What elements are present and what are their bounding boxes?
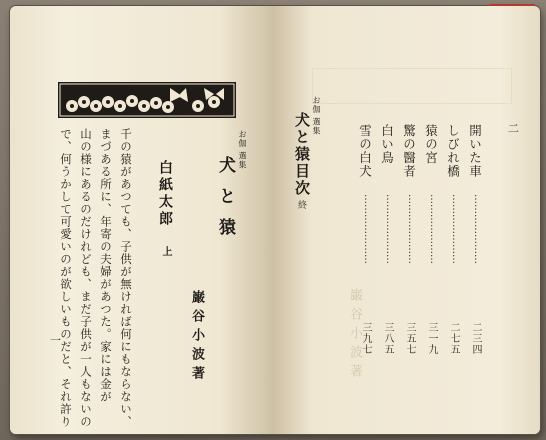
toc-item-title: 開いた車	[467, 124, 483, 178]
toc-page: 二三四	[470, 322, 481, 355]
series-label: お伽 選集	[312, 96, 321, 136]
butterfly-ornament	[58, 82, 236, 118]
author-name: 巌谷小波著	[189, 290, 204, 385]
toc-page: 三一九	[426, 322, 437, 355]
series-label: お伽 選集	[238, 130, 247, 170]
toc-item-title: 驚の醫者	[401, 124, 417, 178]
toc-leader: …………………	[450, 194, 461, 264]
open-book	[10, 6, 540, 434]
chapter-title: 白紙太郎	[157, 160, 173, 228]
toc-page: 三五七	[404, 322, 415, 355]
toc-leader: …………………	[384, 194, 395, 264]
body-line: 山の様にあるのだけれども、まだ子供が一人もないの	[78, 128, 93, 428]
toc-page: 三九七	[360, 322, 371, 355]
toc-leader: …………………	[362, 194, 373, 264]
story-title: 犬と猿	[215, 156, 235, 249]
toc-page: 三八五	[382, 322, 393, 355]
page-number: 二	[508, 122, 519, 135]
toc-item-title: 白い鳥	[379, 124, 395, 165]
toc-item-title: 猿の宮	[423, 124, 439, 165]
toc-leader: …………………	[428, 194, 439, 264]
page-number: 一	[50, 334, 61, 347]
chapter-part: 上	[160, 246, 171, 257]
toc-item-title: 雪の白犬	[357, 124, 373, 178]
toc-leader: …………………	[472, 194, 483, 264]
body-line: まづある所に、年寄の夫婦があつた。家には金が	[98, 128, 113, 403]
body-line: 千の猿があつても、子供が無ければ何にもならない、	[118, 128, 133, 428]
left-page	[10, 6, 272, 434]
toc-leader: …………………	[406, 194, 417, 264]
toc-page: 二七五	[448, 322, 459, 355]
showthrough-text: 巌谷小波著	[347, 288, 362, 383]
body-line: で、何うかして可愛いのが欲しいものだと、それ許り	[58, 128, 73, 428]
toc-title: 犬と猿目次	[293, 112, 311, 197]
toc-end-mark: 終	[296, 200, 306, 210]
ornament-showthrough	[312, 68, 512, 104]
toc-item-title: しびれ橋	[445, 124, 461, 178]
right-page	[272, 6, 540, 434]
